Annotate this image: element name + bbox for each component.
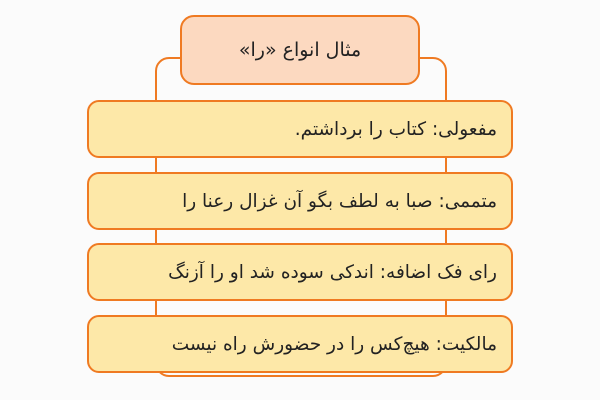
item-text: مفعولی: کتاب را برداشتم. [294, 118, 497, 140]
title-text: مثال انواع «را» [238, 39, 362, 61]
item-box-object [87, 100, 513, 158]
item-text: رای فک اضافه: اندکی سوده شد او را آزنگ [168, 261, 497, 283]
item-box-genitive-split [87, 243, 513, 301]
item-box-complement [87, 172, 513, 230]
item-text: مالکیت: هیچ‌کس را در حضورش راه نیست [171, 333, 497, 355]
item-text: متممی: صبا به لطف بگو آن غزال رعنا را [182, 190, 497, 212]
title-box [180, 15, 420, 85]
item-box-possession [87, 315, 513, 373]
